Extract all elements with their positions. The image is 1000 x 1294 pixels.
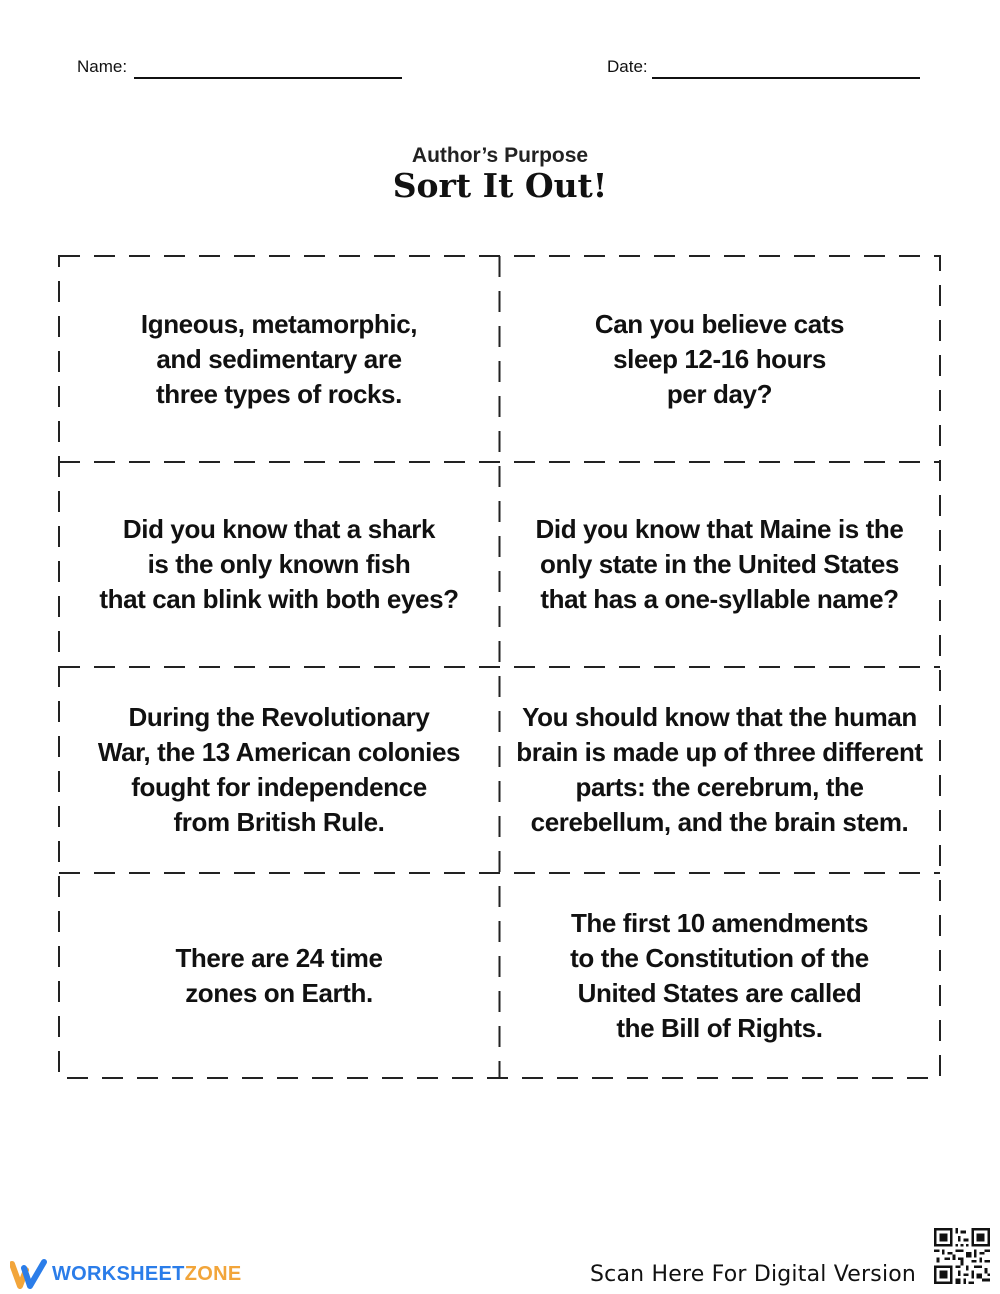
logo-mark-icon [10, 1258, 48, 1290]
card-8: The first 10 amendments to the Constitution of the United States are called the Bill of Rights. [570, 907, 869, 1043]
worksheet-subtitle: Author’s Purpose [411, 144, 589, 167]
date-label: Date: [607, 57, 648, 76]
card-1: Igneous, metamorphic, and sedimentary are three types of rocks. [140, 308, 418, 409]
logo-word-zone: ZONE [184, 1262, 242, 1285]
qr-code-icon[interactable] [934, 1228, 990, 1284]
logo-word-worksheet: WORKSHEET [52, 1262, 185, 1285]
worksheet-title: Sort It Out! [392, 166, 608, 205]
card-5: During the Revolutionary War, the 13 American colonies fought for independence from British Rule. [97, 702, 461, 837]
card-3: Did you know that a shark is the only known fish that can blink with both eyes? [99, 514, 459, 614]
card-7: There are 24 time zones on Earth. [175, 942, 383, 1008]
card-2: Can you believe cats sleep 12-16 hours per day? [594, 308, 845, 409]
card-6: You should know that the human brain is made up of three different parts: the cerebrum, the cerebellum, and the brain stem. [516, 702, 923, 837]
card-4: Did you know that Maine is the only state in the United States that has a one-syllable name? [535, 514, 904, 614]
scan-caption: Scan Here For Digital Version [590, 1262, 917, 1287]
worksheet-zone-logo[interactable] [10, 1258, 241, 1290]
name-label: Name: [77, 57, 128, 76]
